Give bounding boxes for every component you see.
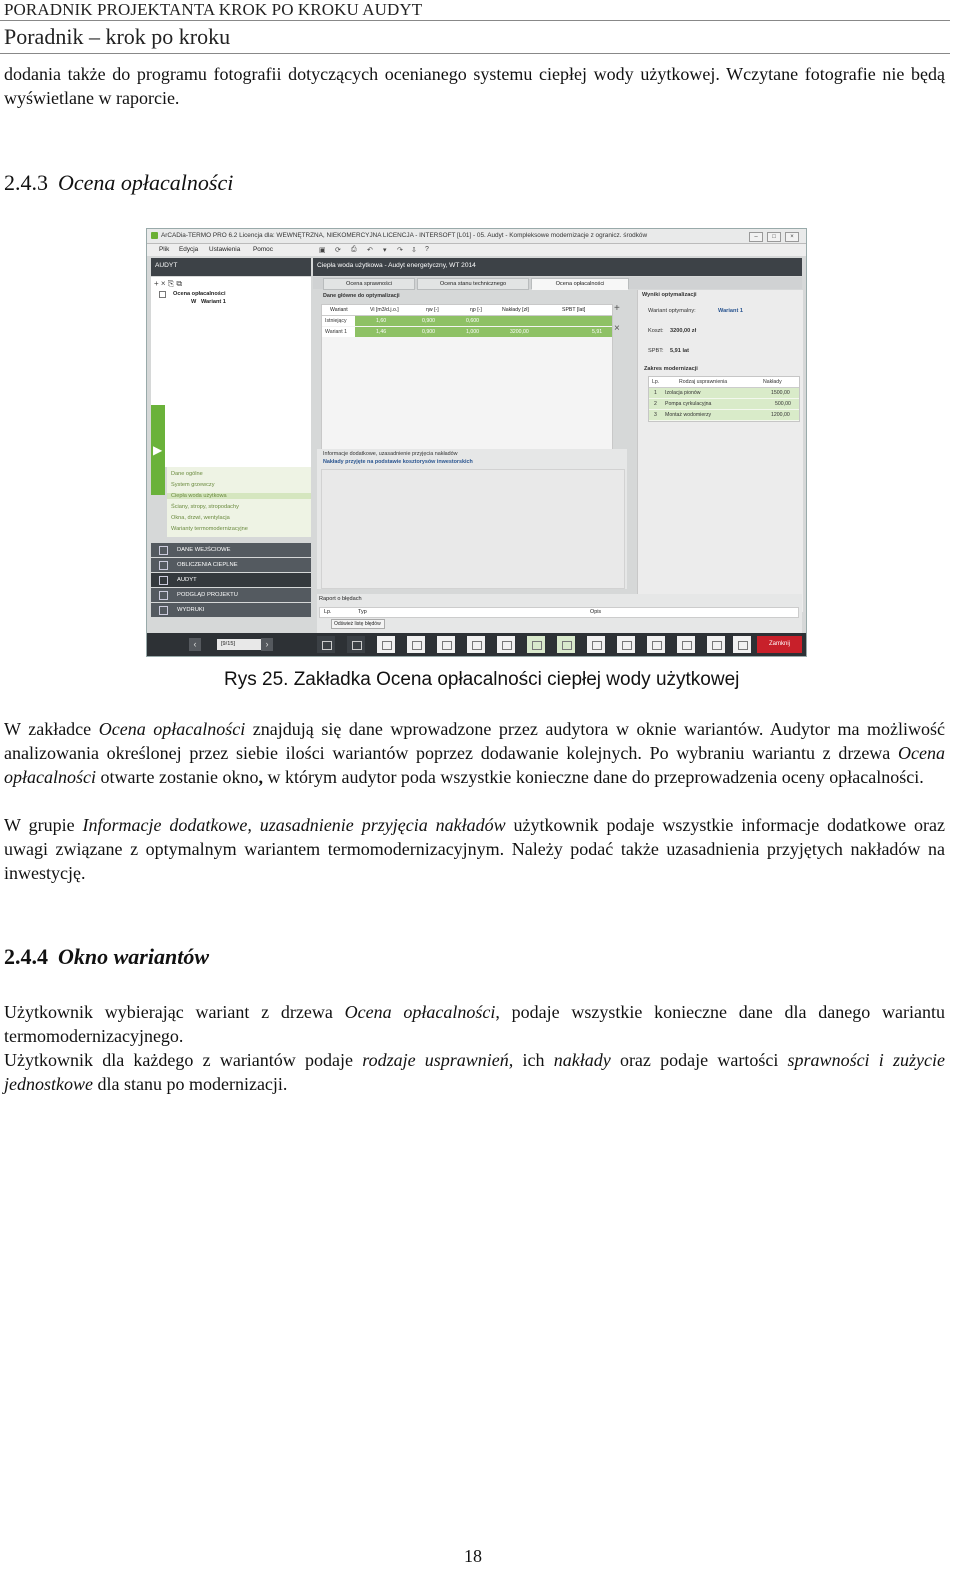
section-dane-wejsciowe[interactable] bbox=[151, 543, 311, 557]
section-obliczenia[interactable] bbox=[151, 558, 311, 572]
side-collapse-bar[interactable] bbox=[151, 405, 165, 495]
tab-ocena-stanu[interactable]: Ocena stanu technicznego bbox=[417, 278, 529, 290]
scope-cell: 1 bbox=[654, 390, 657, 396]
section-podglad[interactable] bbox=[151, 588, 311, 602]
help-icon[interactable]: ? bbox=[425, 246, 429, 253]
text-run: Użytkownik wybierając wariant z drzewa bbox=[4, 1002, 345, 1022]
scope-cell: 1500,00 bbox=[771, 390, 790, 396]
text-run: ich bbox=[513, 1050, 554, 1070]
grid-row-wariant-1[interactable] bbox=[322, 327, 612, 337]
text-run-italic: sprawności i zużycie jednostkowe bbox=[4, 1050, 945, 1094]
window-titlebar bbox=[147, 229, 806, 244]
nav-item-okna[interactable]: Okna, drzwi, wentylacja bbox=[171, 515, 230, 521]
nav-item-system-grzewczy[interactable]: System grzewczy bbox=[171, 482, 215, 488]
menu-item-edycja[interactable]: Edycja bbox=[179, 246, 199, 253]
nav-item-dane-ogolne[interactable]: Dane ogólne bbox=[171, 471, 203, 477]
toolbar-print-icon[interactable] bbox=[733, 636, 751, 653]
text-run: oraz podaje wartości bbox=[610, 1050, 788, 1070]
text-run-italic: nakłady bbox=[553, 1050, 611, 1070]
grid-col-eta-p: ηp [-] bbox=[470, 307, 482, 313]
navigation-list bbox=[167, 467, 311, 537]
close-window-button[interactable]: × bbox=[785, 232, 799, 242]
minimize-button[interactable]: – bbox=[749, 232, 763, 242]
tree-header bbox=[151, 258, 311, 276]
scope-col-rodzaj: Rodzaj usprawnienia bbox=[679, 379, 728, 385]
scope-cell: 3 bbox=[654, 412, 657, 418]
text-run-italic: Ocena opłacalności bbox=[4, 743, 945, 787]
text-run-italic: Ocena opłacalności bbox=[344, 1002, 496, 1022]
toolbar-icon-10[interactable] bbox=[587, 636, 605, 653]
toolbar-icon-11[interactable] bbox=[617, 636, 635, 653]
scope-cell: 1200,00 bbox=[771, 412, 790, 418]
running-title: PORADNIK PROJEKTANTA KROK PO KROKU AUDYT bbox=[4, 0, 423, 19]
tab-ocena-sprawnosci[interactable]: Ocena sprawności bbox=[323, 278, 415, 290]
paragraph-wariant bbox=[4, 1000, 945, 1048]
toolbar-icon-5[interactable] bbox=[437, 636, 455, 653]
app-logo-icon bbox=[151, 232, 158, 239]
text-run: W grupie bbox=[4, 815, 83, 835]
header-subtitle: Poradnik – krok po kroku bbox=[4, 24, 231, 49]
paragraph-usprawnienia bbox=[4, 1048, 945, 1096]
toolbar-icon-1[interactable] bbox=[317, 636, 335, 653]
toolbar-icon-9[interactable] bbox=[557, 636, 575, 653]
scope-cell: Izolacja pionów bbox=[665, 390, 701, 396]
tree-node-wariant-label: Wariant 1 bbox=[200, 299, 226, 305]
section-heading-2-4-4 bbox=[4, 944, 209, 970]
scope-row[interactable] bbox=[649, 388, 799, 399]
section-wydruki[interactable] bbox=[151, 603, 311, 617]
undo-icon[interactable]: ↶ bbox=[367, 247, 373, 254]
scope-col-naklady: Nakłady bbox=[763, 379, 782, 385]
delete-variant-icon[interactable]: × bbox=[614, 323, 620, 334]
menu-bar bbox=[147, 244, 806, 256]
input-data-icon bbox=[159, 546, 168, 555]
cost-value: 3200,00 zł bbox=[670, 328, 697, 334]
info-textarea[interactable] bbox=[321, 469, 625, 589]
add-variant-icon[interactable]: + bbox=[614, 303, 620, 314]
grid-cell: 0,900 bbox=[422, 329, 435, 335]
info-group bbox=[317, 449, 627, 589]
preview-icon bbox=[159, 591, 168, 600]
header-rule-2 bbox=[0, 53, 950, 54]
optimal-value: Wariant 1 bbox=[718, 308, 743, 314]
grid-col-spbt: SPBT [lat] bbox=[562, 307, 586, 313]
content-header bbox=[313, 258, 802, 276]
toolbar-icon-7[interactable] bbox=[497, 636, 515, 653]
text-run: dla stanu po modernizacji. bbox=[92, 1074, 288, 1094]
grid-cell: 1,46 bbox=[376, 329, 387, 335]
section-label: PODGLĄD PROJEKTU bbox=[177, 592, 238, 598]
grid-col-vi: Vi [m3/d.j.o.] bbox=[370, 307, 399, 313]
tab-ocena-oplacalnosci[interactable]: Ocena opłacalności bbox=[531, 278, 629, 290]
main-group-title: Dane główne do optymalizacji bbox=[323, 293, 400, 299]
section-label: WYDRUKI bbox=[177, 607, 205, 613]
calculator-icon bbox=[159, 561, 168, 570]
print-icon[interactable]: ⎙ bbox=[351, 246, 357, 253]
scope-table bbox=[648, 376, 800, 422]
nav-item-sciany[interactable]: Ściany, stropy, stropodachy bbox=[171, 504, 239, 510]
info-group-title: Informacje dodatkowe, uzasadnienie przyjęcia nakładów bbox=[323, 451, 458, 457]
toolbar-icon-14[interactable] bbox=[707, 636, 725, 653]
section-title: Okno wariantów bbox=[58, 944, 209, 969]
refresh-icon[interactable]: ⟳ bbox=[335, 247, 341, 254]
tab-bar bbox=[313, 277, 802, 289]
scope-cell: Pompa cyrkulacyjna bbox=[665, 401, 712, 407]
section-audyt[interactable] bbox=[151, 573, 311, 587]
section-heading-2-4-3 bbox=[4, 170, 233, 196]
close-button[interactable]: Zamknij bbox=[757, 636, 802, 653]
scope-col-lp: Lp. bbox=[652, 379, 660, 385]
grid-cell: 1,000 bbox=[466, 329, 479, 335]
next-page-button[interactable]: › bbox=[261, 638, 273, 651]
grid-col-naklady: Nakłady [zł] bbox=[502, 307, 529, 313]
tree-expand-icon[interactable] bbox=[159, 291, 166, 298]
toolbar-icon-4[interactable] bbox=[407, 636, 425, 653]
errors-title: Raport o błędach bbox=[319, 596, 362, 602]
header-rule bbox=[0, 20, 950, 21]
text-run: W zakładce bbox=[4, 719, 99, 739]
text-run-italic: Informacje dodatkowe, uzasadnienie przyjęcia nakładów bbox=[82, 815, 506, 835]
grid-cell: 5,91 bbox=[592, 329, 603, 335]
section-number: 2.4.3 bbox=[4, 170, 48, 195]
menu-item-plik[interactable]: Plik bbox=[159, 246, 170, 253]
errors-col-typ: Typ bbox=[358, 609, 367, 615]
page-counter: [9/15] bbox=[217, 639, 265, 650]
optimal-label: Wariant optymalny: bbox=[648, 308, 696, 314]
printer-icon bbox=[159, 606, 168, 615]
results-title: Wyniki optymalizacji bbox=[642, 292, 697, 298]
grid-col-eta-w: ηw [-] bbox=[426, 307, 439, 313]
scope-cell: 500,00 bbox=[775, 401, 791, 407]
text-run: Użytkownik dla każdego z wariantów podaje bbox=[4, 1050, 363, 1070]
grid-cell: Wariant 1 bbox=[322, 327, 355, 337]
section-label: OBLICZENIA CIEPLNE bbox=[177, 562, 238, 568]
tree-node-ocena[interactable]: Ocena opłacalności bbox=[173, 291, 226, 297]
tree-toolbar-icons[interactable]: + × ⎘ ⧉ bbox=[154, 279, 183, 288]
bottom-toolbar bbox=[147, 633, 806, 656]
toolbar-icon-13[interactable] bbox=[677, 636, 695, 653]
scope-cell: 2 bbox=[654, 401, 657, 407]
menu-item-pomoc[interactable]: Pomoc bbox=[253, 246, 273, 253]
prev-page-button[interactable]: ‹ bbox=[189, 638, 201, 651]
text-run: , podaje wszystkie konieczne dane dla danego wariantu termomodernizacyjnego. bbox=[4, 1002, 945, 1046]
section-label: AUDYT bbox=[177, 577, 197, 583]
text-run: użytkownik podaje wszystkie informacje dodatkowe oraz uwagi związane z optymalnym wariantem termomodernizacyjnym. Należy podać także uzasadnienia przyjętych nakładów na inwestycję. bbox=[4, 815, 945, 883]
errors-header bbox=[319, 607, 799, 618]
text-run: znajdują się dane wprowadzone przez audytora w oknie wariantów. Audytor ma możliwość analizowania określonej przez siebie ilości wariantów poprzez dodawanie kolejnych. Po wybraniu wariantu z drzewa bbox=[4, 719, 945, 763]
grid-cell: 1,60 bbox=[376, 318, 387, 324]
grid-cell: 0,900 bbox=[422, 318, 435, 324]
toolbar-icon-12[interactable] bbox=[647, 636, 665, 653]
paragraph-intro: dodania także do programu fotografii dotyczących ocenianego systemu ciepłej wody użytkowej. Wczytane fotografie nie będą wyświetlane w raporcie. bbox=[4, 64, 945, 108]
export-icon[interactable]: ⇩ bbox=[411, 247, 417, 254]
arrow-right-icon: ▶ bbox=[153, 443, 163, 457]
text-run: otwarte zostanie okno bbox=[96, 767, 259, 787]
tree-header-label: AUDYT bbox=[155, 262, 178, 269]
grid-col-wariant: Wariant bbox=[330, 307, 348, 313]
variants-grid bbox=[321, 304, 613, 452]
info-group-text: Nakłady przyjęte na podstawie kosztorysów inwestorskich bbox=[323, 459, 473, 465]
text-run: w którym audytor poda wszystkie konieczne dane do przeprowadzenia oceny opłacalności. bbox=[262, 767, 924, 787]
spbt-value: 5,91 lat bbox=[670, 348, 689, 354]
results-panel bbox=[637, 290, 803, 612]
paragraph-grupa bbox=[4, 813, 945, 885]
scope-cell: Montaż wodomierzy bbox=[665, 412, 712, 418]
errors-col-opis: Opis bbox=[590, 609, 602, 615]
errors-panel bbox=[317, 594, 802, 634]
tree-node-wariant[interactable] bbox=[191, 299, 226, 305]
nav-item-ciepla-woda[interactable]: Ciepła woda użytkowa bbox=[167, 493, 311, 499]
text-run-italic: Ocena opłacalności bbox=[98, 719, 246, 739]
grid-cell: Istniejący bbox=[322, 316, 355, 326]
application-screenshot bbox=[146, 228, 807, 657]
scope-title: Zakres modernizacji bbox=[644, 366, 698, 372]
toolbar-icon-3[interactable] bbox=[377, 636, 395, 653]
figure-caption: Rys 25. Zakładka Ocena opłacalności ciepłej wody użytkowej bbox=[224, 669, 740, 690]
scope-row[interactable] bbox=[649, 410, 799, 421]
maximize-button[interactable]: □ bbox=[767, 232, 781, 242]
cost-label: Koszt: bbox=[648, 328, 664, 334]
grid-cell: 0,600 bbox=[466, 318, 479, 324]
redo-icon[interactable]: ↷ bbox=[397, 247, 403, 254]
text-run-italic: rodzaje usprawnień, bbox=[362, 1050, 514, 1070]
toolbar-icon-6[interactable] bbox=[467, 636, 485, 653]
save-icon[interactable]: ▣ bbox=[319, 247, 326, 254]
section-number: 2.4.4 bbox=[4, 944, 48, 969]
tree-panel bbox=[151, 277, 311, 467]
content-header-label: Ciepła woda użytkowa - Audyt energetyczny, WT 2014 bbox=[317, 262, 476, 269]
errors-col-lp: Lp. bbox=[324, 609, 332, 615]
toolbar-icon-8[interactable] bbox=[527, 636, 545, 653]
tree-node-wariant-prefix: W bbox=[191, 299, 197, 305]
menu-item-ustawienia[interactable]: Ustawienia bbox=[209, 246, 241, 253]
scope-row[interactable] bbox=[649, 399, 799, 410]
page-number: 18 bbox=[464, 1546, 482, 1566]
scope-header bbox=[649, 377, 799, 388]
paragraph-zakladka bbox=[4, 717, 945, 789]
nav-item-warianty[interactable]: Warianty termomodernizacyjne bbox=[171, 526, 248, 532]
filter-icon[interactable]: ▾ bbox=[383, 247, 387, 254]
grid-row-istniejacy[interactable] bbox=[322, 316, 612, 326]
audit-icon bbox=[159, 576, 168, 585]
grid-header-row bbox=[322, 305, 612, 316]
window-title: ArCADia-TERMO PRO 6.2 Licencja dla: WEWNĘTRZNA, NIEKOMERCYJNA LICENCJA - INTERSOFT [L01] - 05. Audyt - Kompleksowe modernizacje z ogranicz. środków bbox=[161, 232, 648, 239]
toolbar-icon-2[interactable] bbox=[347, 636, 365, 653]
spbt-label: SPBT: bbox=[648, 348, 664, 354]
section-label: DANE WEJŚCIOWE bbox=[177, 547, 231, 553]
text-run-bold: , bbox=[258, 767, 263, 787]
grid-cell: 3200,00 bbox=[510, 329, 529, 335]
section-title: Ocena opłacalności bbox=[58, 170, 234, 195]
refresh-errors-button[interactable]: Odśwież listę błędów bbox=[331, 619, 385, 629]
